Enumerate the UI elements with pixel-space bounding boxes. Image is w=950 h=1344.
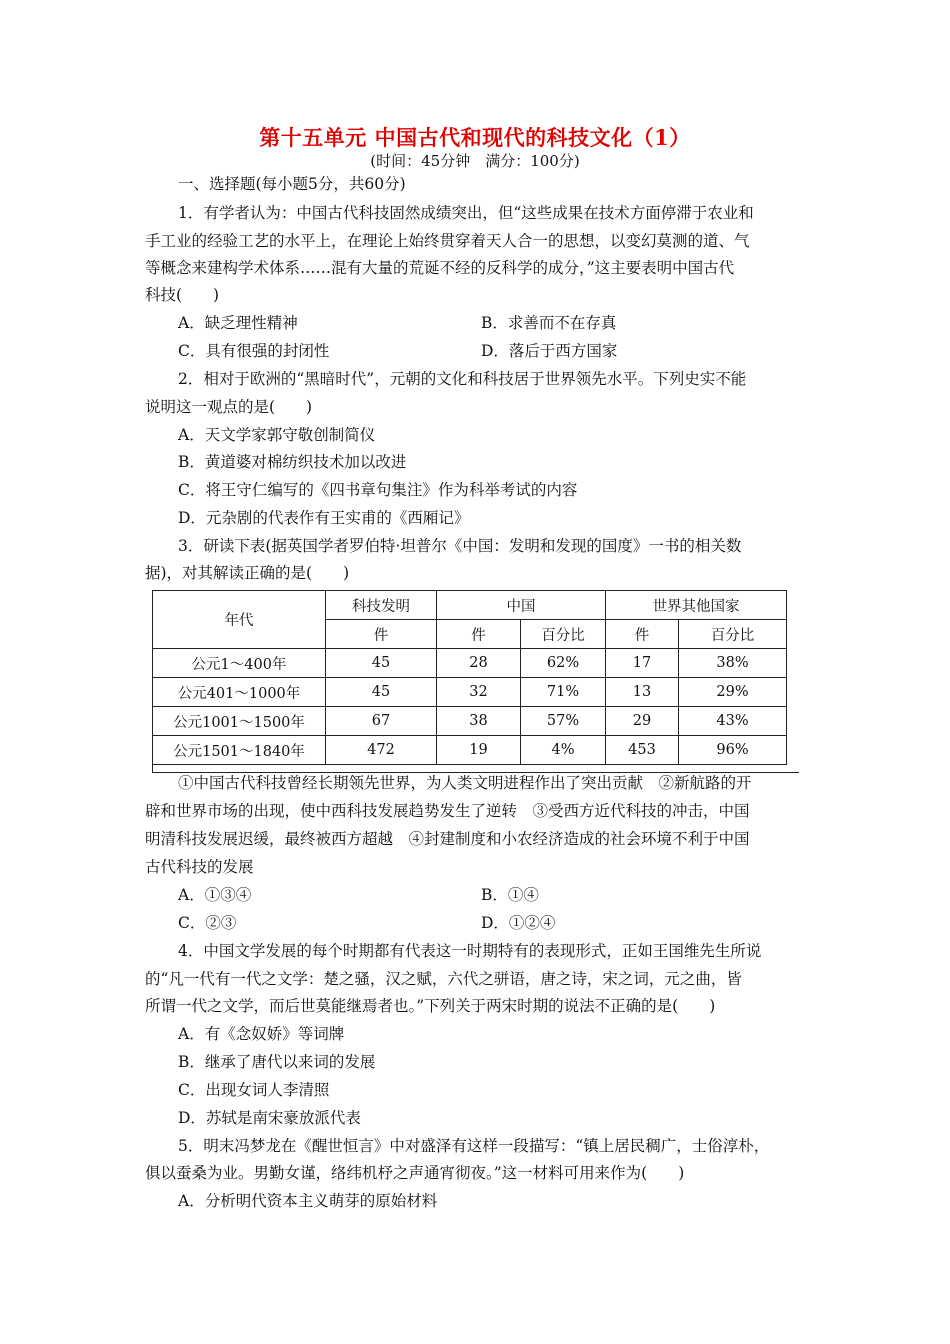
q4-option-d[interactable]: D．苏轼是南宋豪放派代表 xyxy=(178,1109,361,1127)
q4-line: 所谓一代之文学，而后世莫能继焉者也。”下列关于两宋时期的说法不正确的是( ) xyxy=(145,997,716,1015)
q1-line: 等概念来建构学术体系……混有大量的荒诞不经的反科学的成分，”这主要表明中国古代 xyxy=(145,259,735,277)
data-table xyxy=(152,590,787,765)
q1-option-d[interactable]: D．落后于西方国家 xyxy=(481,342,618,360)
cell-china-percent: 71% xyxy=(521,678,606,707)
cell-others-percent: 29% xyxy=(679,678,787,707)
cell-others-count: 17 xyxy=(606,649,679,678)
header-china: 中国 xyxy=(437,591,606,620)
q3-line: 据)，对其解读正确的是( ) xyxy=(145,564,350,582)
q2-line: 2．相对于欧洲的“黑暗时代”，元朝的文化和科技居于世界领先水平。下列史实不能 xyxy=(178,370,747,388)
cell-china-percent: 62% xyxy=(521,649,606,678)
header-others: 世界其他国家 xyxy=(606,591,787,620)
q1-option-a[interactable]: A．缺乏理性精神 xyxy=(178,314,298,332)
q3-option-a[interactable]: A．①③④ xyxy=(178,886,252,904)
q3-statement: 明清科技发展迟缓，最终被西方超越 ④封建制度和小农经济造成的社会环境不利于中国 xyxy=(145,830,750,848)
header-unit: 件 xyxy=(437,620,521,649)
header-unit: 件 xyxy=(606,620,679,649)
table-row xyxy=(153,649,787,678)
q3-option-c[interactable]: C．②③ xyxy=(178,914,237,932)
cell-others-percent: 96% xyxy=(679,736,787,765)
cell-era: 公元1501～1840年 xyxy=(153,736,326,765)
cell-china-count: 28 xyxy=(437,649,521,678)
q1-line: 1．有学者认为：中国古代科技固然成绩突出，但“这些成果在技术方面停滞于农业和 xyxy=(178,204,754,222)
cell-era: 公元1001～1500年 xyxy=(153,707,326,736)
q4-option-c[interactable]: C．出现女词人李清照 xyxy=(178,1081,330,1099)
cell-others-count: 29 xyxy=(606,707,679,736)
cell-era: 公元1～400年 xyxy=(153,649,326,678)
page-title: 第十五单元 中国古代和现代的科技文化（1） xyxy=(259,125,691,150)
cell-total: 45 xyxy=(326,649,437,678)
q2-option-b[interactable]: B．黄道婆对棉纺织技术加以改进 xyxy=(178,453,407,471)
q3-option-d[interactable]: D．①②④ xyxy=(481,914,556,932)
exam-info: (时间：45分钟 满分：100分) xyxy=(370,152,580,170)
header-percent: 百分比 xyxy=(679,620,787,649)
q3-line: 3．研读下表(据英国学者罗伯特·坦普尔《中国：发明和发现的国度》一书的相关数 xyxy=(178,537,742,555)
table-row xyxy=(153,736,787,765)
q3-statement: 辟和世界市场的出现，使中西科技发展趋势发生了逆转 ③受西方近代科技的冲击，中国 xyxy=(145,802,750,820)
q2-option-d[interactable]: D．元杂剧的代表作有王实甫的《西厢记》 xyxy=(178,509,470,527)
q1-line: 科技( ) xyxy=(145,286,220,304)
q5-line: 俱以蚕桑为业。男勤女谨，络纬机杼之声通宵彻夜。”这一材料可用来作为( ) xyxy=(145,1164,685,1182)
header-percent: 百分比 xyxy=(521,620,606,649)
cell-china-count: 19 xyxy=(437,736,521,765)
q2-line: 说明这一观点的是( ) xyxy=(145,398,313,416)
cell-era: 公元401～1000年 xyxy=(153,678,326,707)
cell-total: 67 xyxy=(326,707,437,736)
section-heading: 一、选择题(每小题5分，共60分) xyxy=(178,175,406,193)
cell-china-percent: 4% xyxy=(521,736,606,765)
cell-china-count: 32 xyxy=(437,678,521,707)
q1-line: 手工业的经验工艺的水平上，在理论上始终贯穿着天人合一的思想，以变幻莫测的道、气 xyxy=(145,232,750,250)
header-inventions: 科技发明 xyxy=(326,591,437,620)
cell-others-percent: 38% xyxy=(679,649,787,678)
q4-line: 4．中国文学发展的每个时期都有代表这一时期特有的表现形式，正如王国维先生所说 xyxy=(178,942,762,960)
q2-option-a[interactable]: A．天文学家郭守敬创制简仪 xyxy=(178,426,376,444)
q1-option-c[interactable]: C．具有很强的封闭性 xyxy=(178,342,330,360)
cell-china-count: 38 xyxy=(437,707,521,736)
q5-line: 5．明末冯梦龙在《醒世恒言》中对盛泽有这样一段描写：“镇上居民稠广，士俗淳朴， xyxy=(178,1137,770,1155)
cell-china-percent: 57% xyxy=(521,707,606,736)
q3-option-b[interactable]: B．①④ xyxy=(481,886,539,904)
cell-others-count: 453 xyxy=(606,736,679,765)
q5-option-a[interactable]: A．分析明代资本主义萌芽的原始材料 xyxy=(178,1192,438,1210)
q2-option-c[interactable]: C．将王守仁编写的《四书章句集注》作为科举考试的内容 xyxy=(178,481,578,499)
table-row xyxy=(153,678,787,707)
cell-others-count: 13 xyxy=(606,678,679,707)
cell-total: 472 xyxy=(326,736,437,765)
header-unit: 件 xyxy=(326,620,437,649)
cell-others-percent: 43% xyxy=(679,707,787,736)
header-era: 年代 xyxy=(153,591,326,649)
q1-option-b[interactable]: B．求善而不在存真 xyxy=(481,314,617,332)
q4-line: 的“凡一代有一代之文学：楚之骚，汉之赋，六代之骈语，唐之诗，宋之词，元之曲，皆 xyxy=(145,970,742,988)
cell-total: 45 xyxy=(326,678,437,707)
q3-statement: ①中国古代科技曾经长期领先世界，为人类文明进程作出了突出贡献 ②新航路的开 xyxy=(178,774,752,792)
q4-option-a[interactable]: A．有《念奴娇》等词牌 xyxy=(178,1025,345,1043)
q3-statement: 古代科技的发展 xyxy=(145,858,254,876)
table-row xyxy=(153,707,787,736)
q4-option-b[interactable]: B．继承了唐代以来词的发展 xyxy=(178,1053,376,1071)
